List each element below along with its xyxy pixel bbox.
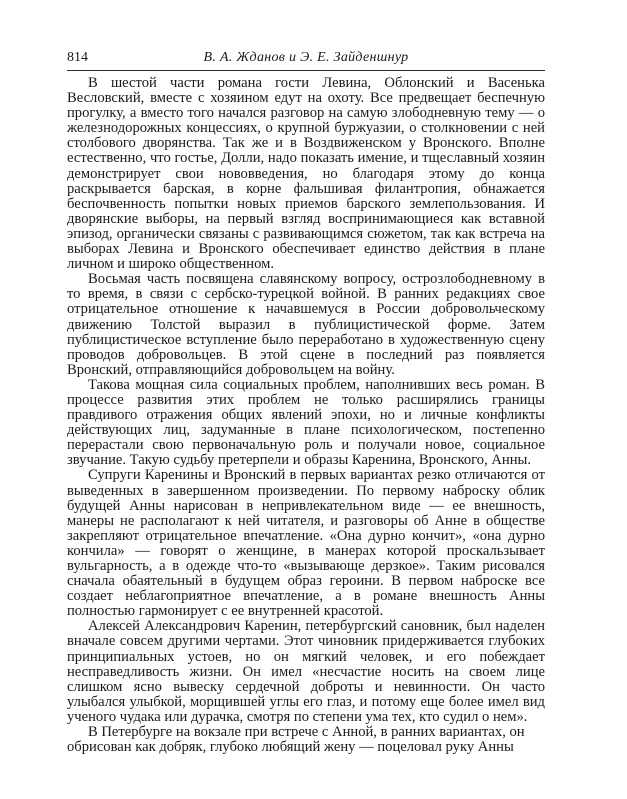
header-rule (67, 70, 545, 71)
paragraph: В Петербурге на вокзале при встрече с Анной, в ранних вариантах, он обрисован как добряк, глубоко любящий жену — поцеловал руку Анны (67, 724, 525, 756)
paragraph: Такова мощная сила социальных проблем, наполнивших весь роман. В процессе развития этих проблем не только расширялись границы правдивого отражения общих явлений эпохи, но и личные конфликты действующих лиц, задуманные в плане психологическом, постепенно перерастали свою первоначальную роль и получали новое, социальное звучание. Такую судьбу претерпели и образы Каренина, Вронского, Анны. (67, 376, 545, 469)
paragraph: В шестой части романа гости Левина, Облонский и Васенька Весловский, вместе с хозяином едут на охоту. Все предвещает беспечную прогулку, а вместо того начался разговор на самую злободневную тему — о железнодорожных концессиях, о крупной буржуазии, о столкновении с ней столбового дворянства. Так же и в Воздвиженском у Вронского. Вполне естественно, что гостье, Долли, надо показать имение, и тщеславный хозяин демонстрирует свои нововведения, но благодаря этому до конца раскрывается барская, в корне фальшивая филантропия, обнажается беспочвенность попытки новых приемов барского землепользования. И дворянские выборы, на первый взгляд воспринимающиеся как вставной эпизод, органически связаны с развивающимся сюжетом, так как встреча на выборах Левина и Вронского обеспечивает единство действия в плане личном и широко общественном. (67, 75, 545, 273)
paragraph: Алексей Александрович Каренин, петербургский сановник, был наделен вначале совсем другими чертами. Этот чиновник придерживается глубоких принципиальных устоев, но он мягкий человек, и его побеждает несправедливость жизни. Он имел «несчастие носить на своем лице слишком ясно вывеску сердечной доброты и невинности. Он часто улыбался улыбкой, морщившей углы его глаз, и потому еще более имел вид ученого чудака или дурачка, смотря по степени ума тех, кто судил о нем». (67, 618, 545, 725)
running-head (67, 49, 545, 67)
body-text (67, 76, 545, 755)
paragraph: Восьмая часть посвящена славянскому вопросу, острозлободневному в то время, в связи с сербско-турецкой войной. В ранних редакциях свое отрицательное отношение к начавшемуся в России добровольческому движению Толстой выразил в публицистической форме. Затем публицистическое вступление было переработано в художественную сцену проводов добровольцев. В этой сцене в последний раз появляется Вронский, отправляющийся добровольцем на войну. (67, 271, 545, 378)
paragraph: Супруги Каренины и Вронский в первых вариантах резко отличаются от выведенных в завершенном произведении. По первому наброску облик будущей Анны нарисован в непривлекательном виде — ее внешность, манеры не располагают к ней читателя, и разговоры об Анне в обществе закрепляют отрицательное впечатление. «Она дурно кончит», «она дурно кончила» — говорят о женщине, в манерах которой проскальзывает вульгарность, а в одежде что-то «вызывающе дерзкое». Таким рисовался сначала обаятельный в будущем образ героини. В первом наброске все создает неблагоприятное впечатление, а в романе внешность Анны полностью гармонирует с ее внутренней красотой. (67, 467, 545, 620)
running-title: В. А. Жданов и Э. Е. Зайденшнур (203, 50, 409, 65)
page-number: 814 (67, 50, 88, 65)
